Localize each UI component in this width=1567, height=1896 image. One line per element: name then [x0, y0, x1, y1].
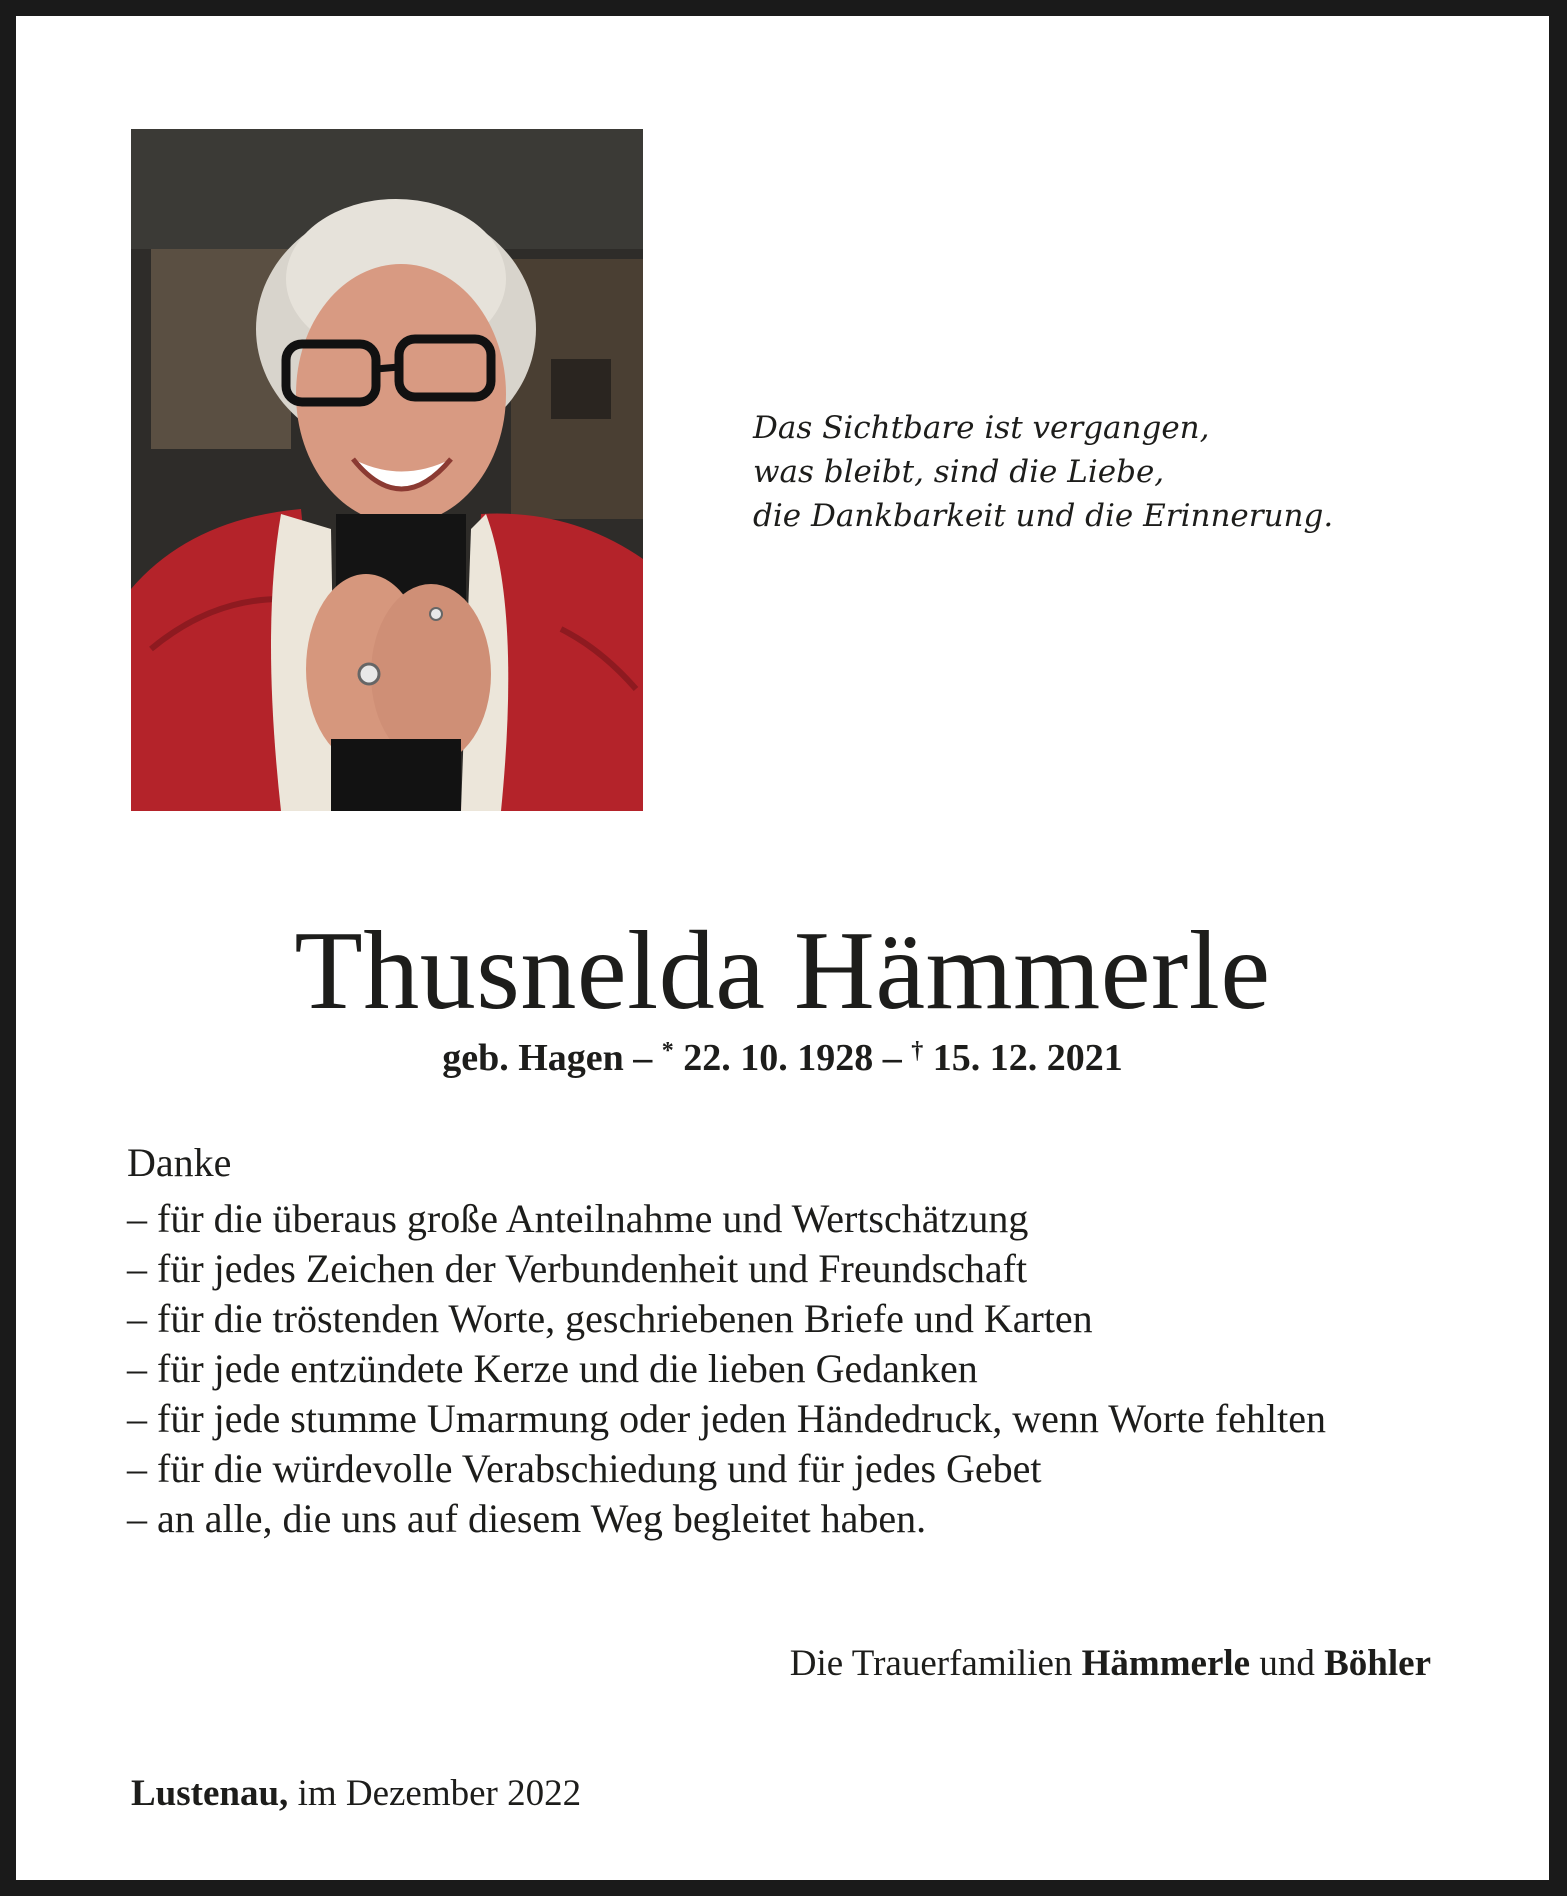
thanks-list	[127, 1194, 1326, 1544]
maiden-name: geb. Hagen	[442, 1037, 624, 1079]
thanks-item: – an alle, die uns auf diesem Weg begleitet haben.	[127, 1496, 927, 1541]
quote-line: die Dankbarkeit und die Erinnerung.	[753, 498, 1334, 534]
thanks-item: – für die tröstenden Worte, geschriebenen Briefe und Karten	[127, 1296, 1093, 1341]
dates-separator: –	[623, 1037, 662, 1079]
thanks-item: – für die würdevolle Verabschiedung und für jedes Gebet	[127, 1446, 1042, 1491]
family-name-1: Hämmerle	[1081, 1643, 1251, 1684]
portrait-image	[131, 129, 643, 811]
portrait-photo	[131, 129, 643, 811]
thanks-item: – für die überaus große Anteilnahme und Wertschätzung	[127, 1196, 1029, 1241]
quote-line: was bleibt, sind die Liebe,	[753, 454, 1165, 490]
thanks-item: – für jede entzündete Kerze und die lieben Gedanken	[127, 1346, 978, 1391]
deceased-name: Thusnelda Hämmerle	[294, 909, 1271, 1033]
family-name-2: Böhler	[1324, 1643, 1431, 1684]
death-date: 15. 12. 2021	[932, 1037, 1123, 1079]
quote-line: Das Sichtbare ist vergangen,	[753, 410, 1210, 446]
signature-connector: und	[1250, 1643, 1325, 1684]
thanks-item: – für jedes Zeichen der Verbundenheit und Freundschaft	[127, 1246, 1028, 1291]
place-and-date	[131, 1771, 581, 1817]
death-symbol: †	[911, 1038, 924, 1064]
signature-prefix: Die Trauerfamilien	[789, 1643, 1082, 1684]
dates-separator: –	[873, 1037, 912, 1079]
thanks-item: – für jede stumme Umarmung oder jeden Händedruck, wenn Worte fehlten	[127, 1396, 1326, 1441]
family-signature	[790, 1641, 1431, 1687]
place-date: im Dezember 2022	[288, 1773, 582, 1814]
thanks-heading: Danke	[127, 1140, 232, 1185]
thanks-section	[127, 1138, 1326, 1544]
life-dates	[16, 1028, 1549, 1081]
obituary-card	[16, 16, 1549, 1880]
birth-date: 22. 10. 1928	[683, 1037, 874, 1079]
place-city: Lustenau,	[131, 1773, 289, 1814]
memorial-quote	[753, 406, 1333, 538]
birth-symbol: *	[661, 1038, 674, 1064]
